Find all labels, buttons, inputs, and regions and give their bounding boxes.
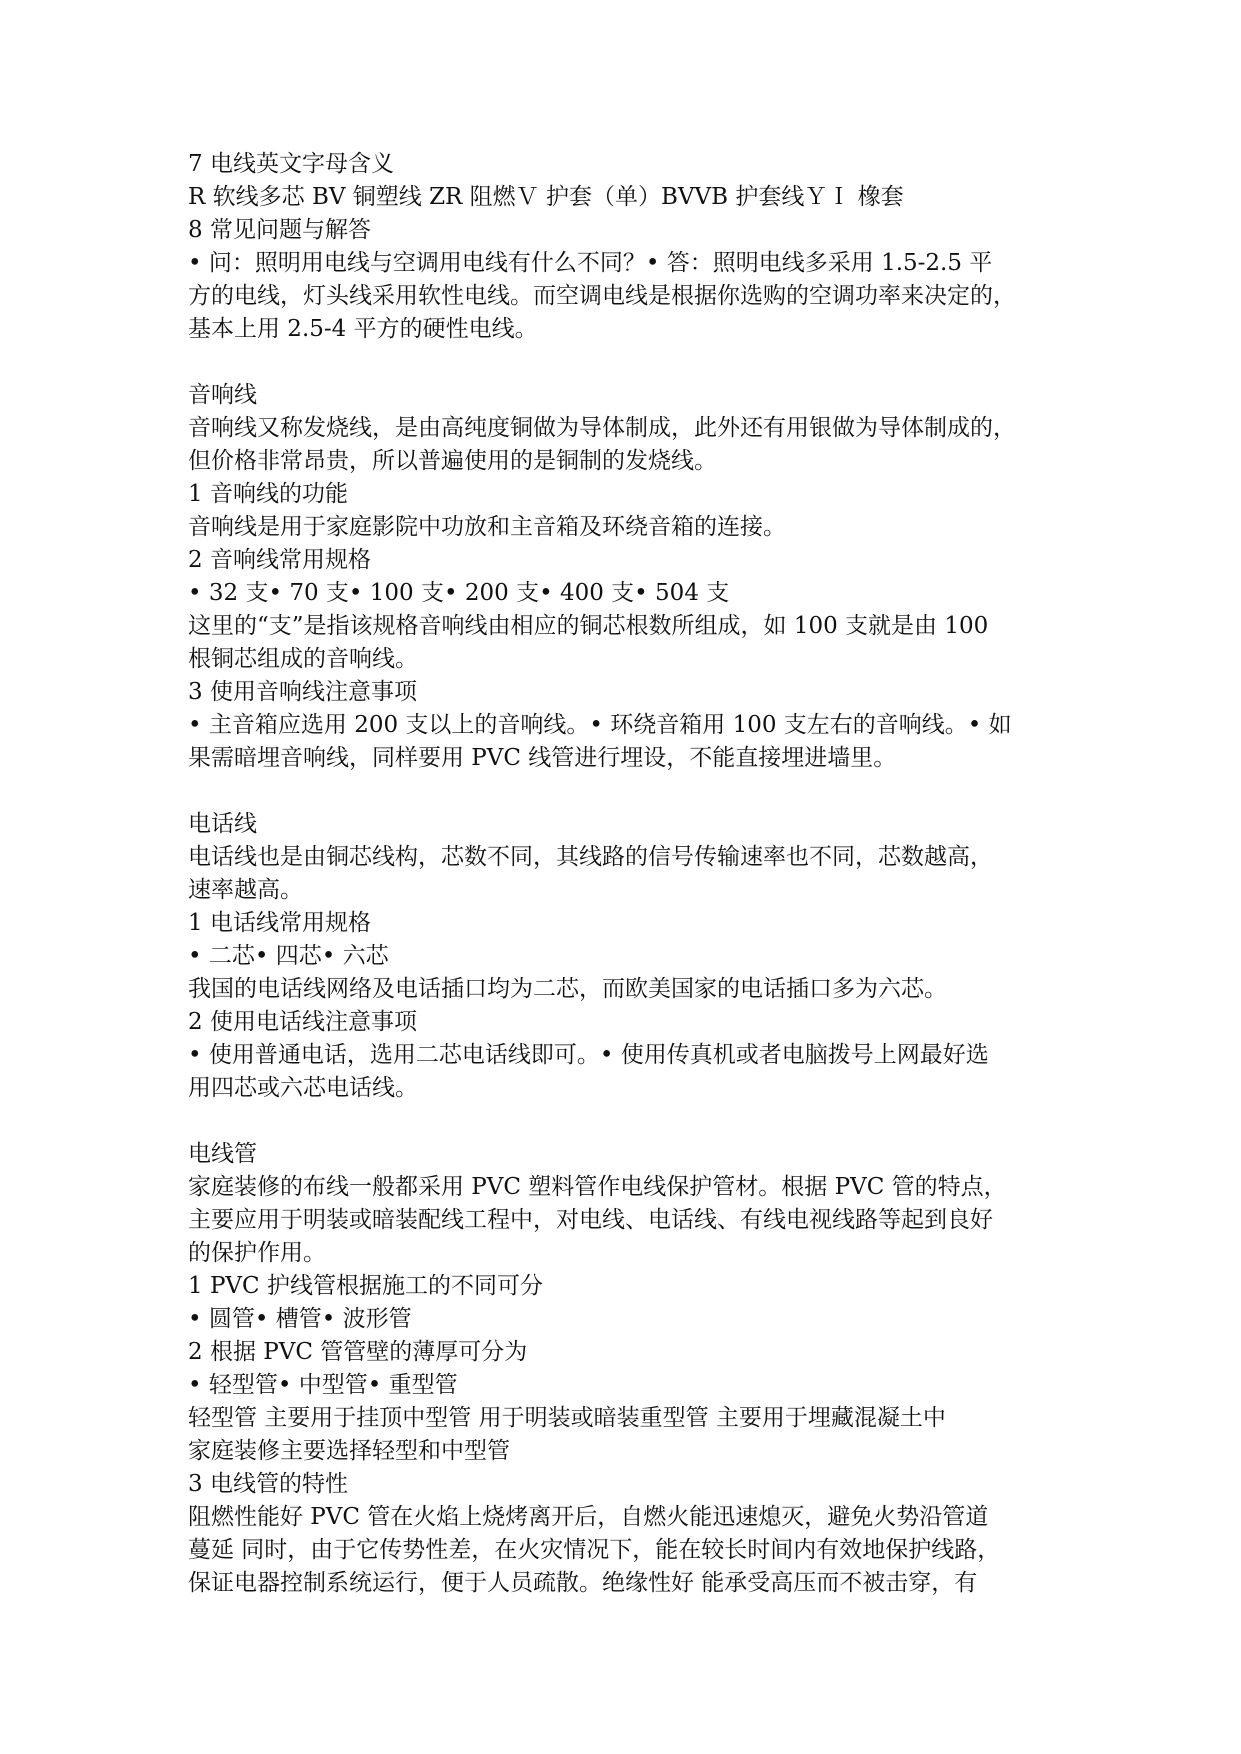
- paragraph-line: 基本上用 2.5-4 平方的硬性电线。: [188, 316, 538, 342]
- paragraph-line: 这里的“支”是指该规格音响线由相应的铜芯根数所组成，如 100 支就是由 100: [188, 613, 989, 639]
- bullet-list-line: • 32 支• 70 支• 100 支• 200 支• 400 支• 504 支: [188, 580, 730, 606]
- paragraph-line: R 软线多芯 BV 铜塑线 ZR 阻燃Ｖ 护套（单）BVVB 护套线ＹＩ 橡套: [188, 184, 904, 210]
- paragraph-line: • 问：照明用电线与空调用电线有什么不同？• 答：照明电线多采用 1.5-2.5 平: [188, 250, 993, 276]
- blank-line: [188, 346, 1068, 379]
- blank-line: [188, 775, 1068, 808]
- subheading: 2 使用电话线注意事项: [188, 1009, 417, 1035]
- subheading: 3 使用音响线注意事项: [188, 679, 417, 705]
- paragraph-line: 阻燃性能好 PVC 管在火焰上烧烤离开后，自燃火能迅速熄灭，避免火势沿管道: [188, 1504, 989, 1530]
- paragraph-line: 轻型管 主要用于挂顶中型管 用于明装或暗装重型管 主要用于埋藏混凝土中: [188, 1405, 946, 1431]
- subheading: 1 PVC 护线管根据施工的不同可分: [188, 1273, 543, 1299]
- paragraph-line: 但价格非常昂贵，所以普遍使用的是铜制的发烧线。: [188, 448, 717, 474]
- blank-line: [188, 1105, 1068, 1138]
- paragraph-line: 用四芯或六芯电话线。: [188, 1075, 418, 1101]
- paragraph-line: 音响线是用于家庭影院中功放和主音箱及环绕音箱的连接。: [188, 514, 786, 540]
- paragraph-line: 蔓延 同时，由于它传势性差，在火灾情况下，能在较长时间内有效地保护线路，: [188, 1537, 1001, 1563]
- paragraph-line: 我国的电话线网络及电话插口均为二芯，而欧美国家的电话插口多为六芯。: [188, 976, 947, 1002]
- paragraph-line: 保证电器控制系统运行，便于人员疏散。绝缘性好 能承受高压而不被击穿，有: [188, 1570, 978, 1596]
- heading-faq: 8 常见问题与解答: [188, 217, 371, 243]
- bullet-list-line: • 二芯• 四芯• 六芯: [188, 943, 389, 969]
- subheading: 1 音响线的功能: [188, 481, 348, 507]
- bullet-list-line: • 主音箱应选用 200 支以上的音响线。• 环绕音箱用 100 支左右的音响线。• 如: [188, 712, 1012, 738]
- bullet-list-line: • 圆管• 槽管• 波形管: [188, 1306, 412, 1332]
- bullet-list-line: • 使用普通电话，选用二芯电话线即可。• 使用传真机或者电脑拨号上网最好选: [188, 1042, 989, 1068]
- document-page: [188, 148, 1068, 1600]
- paragraph-line: 主要应用于明装或暗装配线工程中，对电线、电话线、有线电视线路等起到良好: [188, 1207, 993, 1233]
- paragraph-line: 果需暗埋音响线，同样要用 PVC 线管进行埋设，不能直接埋进墙里。: [188, 745, 897, 771]
- subheading: 2 根据 PVC 管管壁的薄厚可分为: [188, 1339, 528, 1365]
- paragraph-line: 根铜芯组成的音响线。: [188, 646, 418, 672]
- section-title-audio-cable: 音响线: [188, 382, 257, 408]
- paragraph-line: 家庭装修的布线一般都采用 PVC 塑料管作电线保护管材。根据 PVC 管的特点，: [188, 1174, 1007, 1200]
- subheading: 1 电话线常用规格: [188, 910, 371, 936]
- subheading: 3 电线管的特性: [188, 1471, 348, 1497]
- paragraph-line: 音响线又称发烧线，是由高纯度铜做为导体制成，此外还有用银做为导体制成的，: [188, 415, 1016, 441]
- subheading: 2 音响线常用规格: [188, 547, 371, 573]
- heading-wire-letter-meaning: 7 电线英文字母含义: [188, 151, 394, 177]
- paragraph-line: 速率越高。: [188, 877, 303, 903]
- paragraph-line: 电话线也是由铜芯线构，芯数不同，其线路的信号传输速率也不同，芯数越高，: [188, 844, 993, 870]
- paragraph-line: 方的电线，灯头线采用软性电线。而空调电线是根据你选购的空调功率来决定的，: [188, 283, 1016, 309]
- bullet-list-line: • 轻型管• 中型管• 重型管: [188, 1372, 458, 1398]
- paragraph-line: 的保护作用。: [188, 1240, 326, 1266]
- paragraph-line: 家庭装修主要选择轻型和中型管: [188, 1438, 510, 1464]
- section-title-telephone-cable: 电话线: [188, 811, 257, 837]
- section-title-conduit: 电线管: [188, 1141, 257, 1167]
